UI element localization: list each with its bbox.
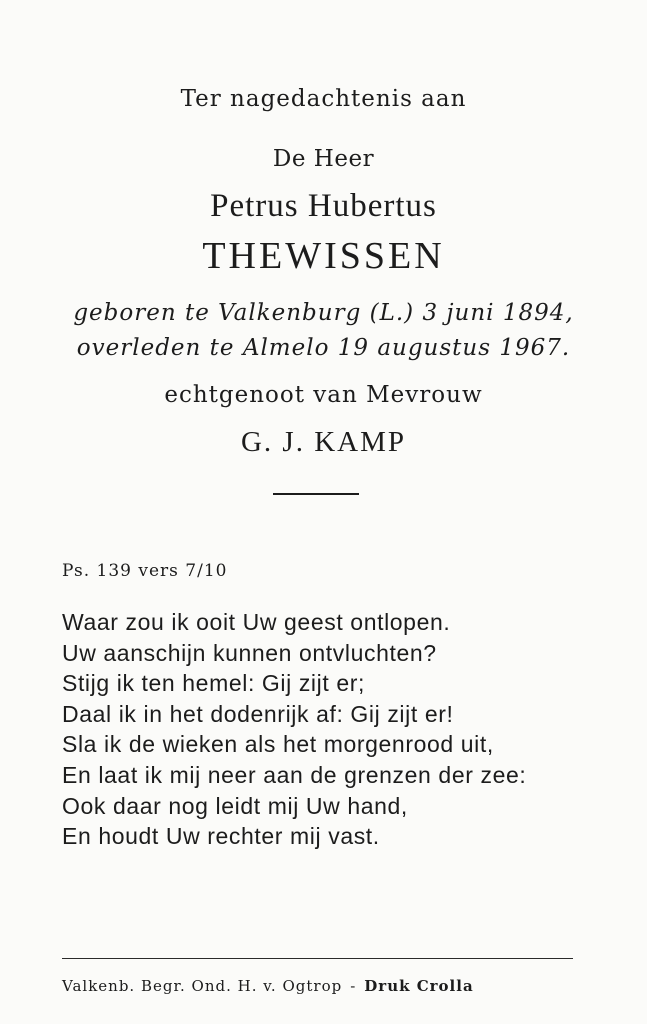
verse-line: Ook daar nog leidt mij Uw hand, [62, 792, 408, 819]
deceased-surname: THEWISSEN [202, 235, 445, 277]
deceased-given-names: Petrus Hubertus [210, 188, 437, 224]
divider-line [273, 493, 359, 495]
verse-line: Sla ik de wieken als het morgenrood uit, [62, 731, 494, 758]
footer [62, 977, 474, 995]
psalm-verse [62, 607, 622, 852]
printer-credit: Druk Crolla [364, 977, 474, 995]
verse-line: Uw aanschijn kunnen ontvluchten? [62, 639, 437, 666]
undertaker-credit: Valkenb. Begr. Ond. H. v. Ogtrop [62, 977, 343, 995]
psalm-reference: Ps. 139 vers 7/10 [62, 561, 228, 581]
intro-text: Ter nagedachtenis aan [180, 86, 467, 112]
honorific: De Heer [272, 146, 375, 172]
spouse-name: G. J. KAMP [240, 426, 407, 458]
verse-line: Waar zou ik ooit Uw geest ontlopen. [62, 609, 451, 635]
verse-line: Daal ik in het dodenrijk af: Gij zijt er! [62, 700, 454, 727]
death-line: overleden te Almelo 19 augustus 1967. [76, 335, 571, 361]
birth-line: geboren te Valkenburg (L.) 3 juni 1894, [73, 300, 574, 326]
spouse-intro: echtgenoot van Mevrouw [164, 382, 483, 408]
footer-rule [62, 958, 573, 959]
verse-line: En houdt Uw rechter mij vast. [62, 823, 380, 850]
verse-line: En laat ik mij neer aan de grenzen der zee: [62, 761, 527, 788]
verse-line: Stijg ik ten hemel: Gij zijt er; [62, 670, 365, 697]
footer-separator: - [350, 977, 357, 995]
